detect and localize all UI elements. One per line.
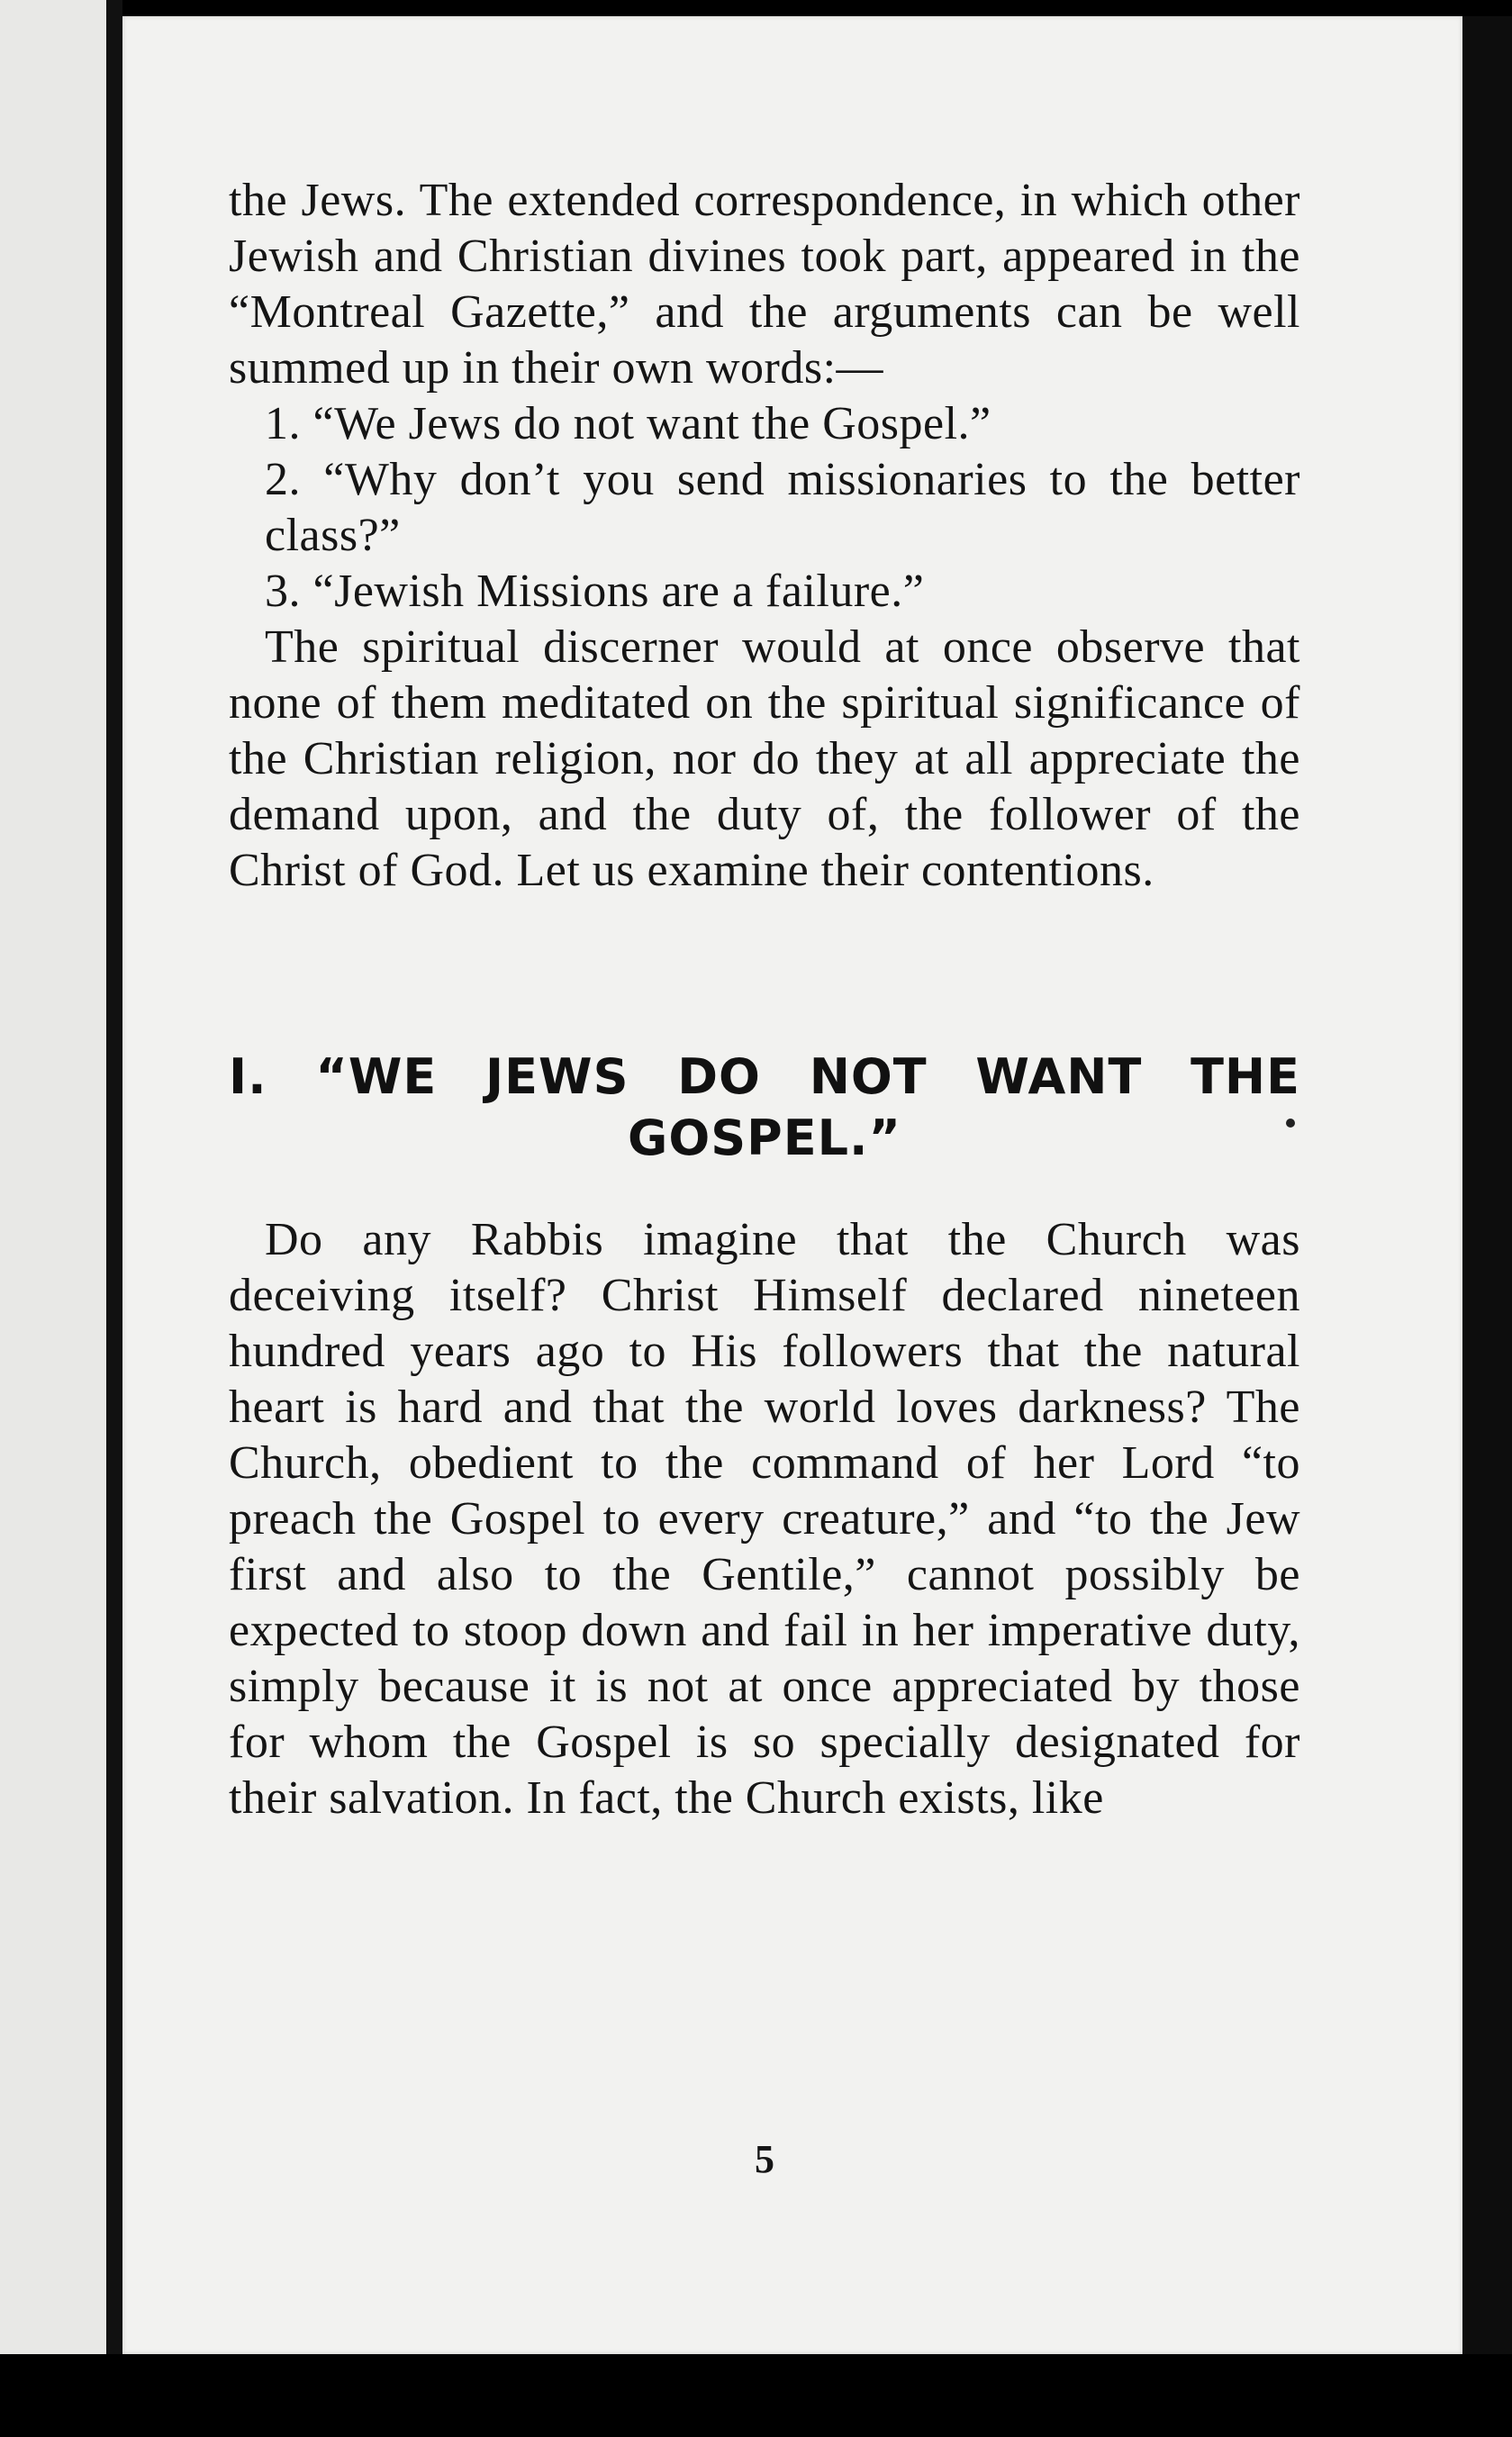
section-heading-line-1: I. “WE JEWS DO NOT WANT THE [229, 1048, 1300, 1105]
argument-item-3: 3. “Jewish Missions are a failure.” [265, 566, 925, 617]
binding-shadow [106, 0, 122, 2437]
bottom-shadow [0, 2354, 1512, 2437]
discerner-paragraph: The spiritual discerner would at once observe that none of them meditated on the spiritual significance of the Christian religion, nor do they at all appreciate the demand upon, and the duty of, the follower of the Christ of God. Let us examine their contentions. [229, 621, 1300, 896]
argument-item-2: 2. “Why don’t you send missionaries to the better class?” [265, 454, 1300, 561]
section-paragraph: Do any Rabbis imagine that the Church was deceiving itself? Christ Himself declared nineteen hundred years ago to His followers that the natural heart is hard and that the world loves darkness? The Church, obedient to the command of her Lord “to preach the Gospel to every creature,” and “to the Jew first and also to the Gentile,” cannot possibly be expected to stoop down and fail in her imperative duty, simply because it is not at once appreciated by those for whom the Gospel is so specially designated for their salvation. In fact, the Church exists, like [229, 1214, 1300, 1824]
section-heading [229, 1046, 1300, 1169]
page-number: 5 [755, 2137, 774, 2181]
intro-paragraph: the Jews. The extended correspondence, in which other Jewish and Christian divines took part, appeared in the “Montreal Gazette,” and the arguments can be well summed up in their own words:— [229, 175, 1300, 394]
argument-item-1: 1. “We Jews do not want the Gospel.” [265, 398, 991, 449]
adjacent-page-edge [0, 0, 117, 2437]
section-heading-line-2: GOSPEL.” [628, 1110, 901, 1166]
right-shadow [1462, 16, 1512, 2354]
page-content [229, 173, 1300, 1826]
ink-dot [1286, 1119, 1295, 1128]
